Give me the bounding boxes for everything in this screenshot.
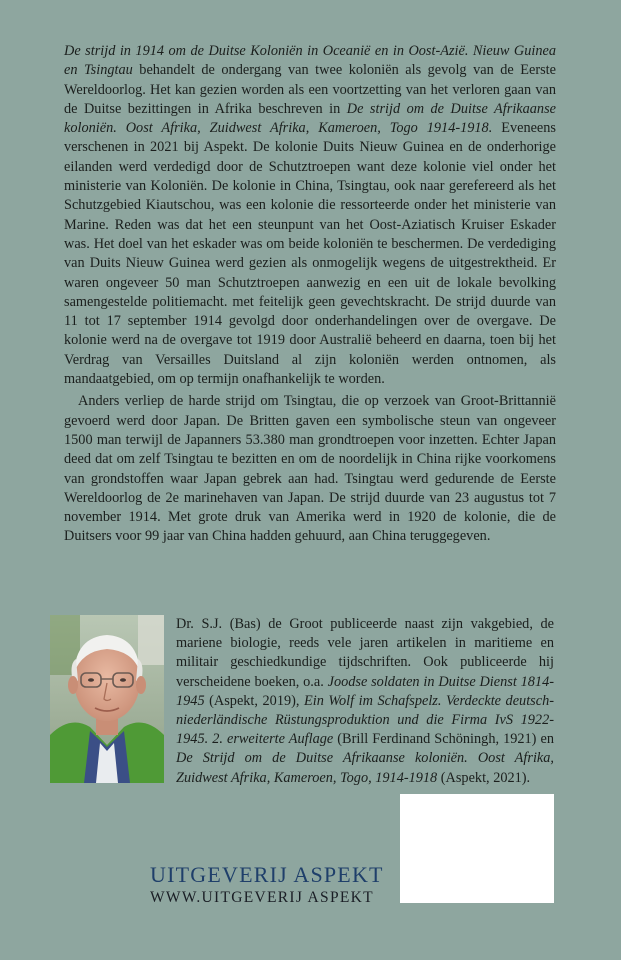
author-bio <box>176 615 554 788</box>
related-book-title: De strijd om de Duitse Afrikaanse koloniën. Oost Afrika, Zuidwest Afrika, Kameroen, Togo 1914-1918. <box>64 100 556 137</box>
blurb-text-segment: Eveneens verschenen in 2021 bij Aspekt. De kolonie Duits Nieuw Guinea en de onderhorige eilanden werd verdedigd door de Schutztroepen want deze kolonie viel onder het ministerie van Koloniën. De kolonie in China, Tsingtau, ook naar gerefereerd als het Schutzgebied Kiautschou, was een kolonie die ressorteerde onder het ministerie van Marine. Reden was dat het een steunpunt van het Oost-Aziatisch Kruiser Eskader was. Het doel van het eskader was om beide koloniën te beschermen. De verdediging van Duits Nieuw Guinea werd gezien als onmogelijk wegens de uitgestrektheid. Er waren ongeveer 50 man Schutztroepen aanwezig en een uit de lokale bevolking samengestelde politiemacht. met feitelijk geen gevechtskracht. De strijd duurde van 11 tot 17 september 1914 gevolgd door onderhandelingen over de overgave. De kolonie werd na de overgave tot 1919 door Australië beheerd en daarna, toen bij het Verdrag van Versailles Duitsland al zijn koloniën werden ontnomen, als mandaatgebied, om op termijn onafhankelijk te worden. <box>64 120 556 388</box>
publisher-block <box>150 862 390 908</box>
blurb-text-segment: behandelt de ondergang van twee koloniën als gevolg van de Eerste Wereldoorlog. Het kan gezien worden als een voortzetting van het verloren gaan van de Duitse bezittingen in Afrika beschreven in <box>64 62 556 117</box>
bio-book-title-1: Joodse soldaten in Duitse Dienst 1814-1945 <box>176 673 554 709</box>
bio-text-segment: (Aspekt, 2021). <box>437 769 531 786</box>
bio-book-title-3: De Strijd om de Duitse Afrikaanse koloniën. Oost Afrika, Zuidwest Afrika, Kameroen, Togo, 1914-1918 <box>176 750 554 786</box>
bio-text-segment: (Aspekt, 2019), <box>204 692 305 709</box>
author-portrait-image <box>50 615 164 783</box>
bio-book-title-2: Ein Wolf im Schafspelz. Verdeckte deutsch-niederländische Rüstungsproduktion und die Firma IvS 1922-1945. 2. erweiterte Auflage <box>176 692 554 748</box>
book-title: De strijd in 1914 om de Duitse Koloniën in Oceanië en in Oost-Azië. Nieuw Guinea en Tsingtau <box>64 43 556 79</box>
barcode-placeholder <box>400 794 554 903</box>
blurb-paragraph-2: Anders verliep de harde strijd om Tsingtau, die op verzoek van Groot-Brittannië gevoerd werd door Japan. De Britten gaven een symbolische steun van ongeveer 1500 man terwijl de Japanners 53.380 man grondtroepen voor inzetten. Echter Japan deed dat om zelf Tsingtau te bezitten en om de noordelijk in China rijke voorkomens van grondstoffen waar Japan gebrek aan had. Tsingtau werd gedurende de Eerste Wereldoorlog de 2e marinehaven van Japan. De strijd duurde van 23 augustus tot 7 november 1914. Met grote druk van Amerika werd in 1920 de kolonie, die de Duitsers voor 99 jaar van China hadden gehuurd, aan China teruggegeven. <box>64 393 556 545</box>
bio-text-segment: Dr. S.J. (Bas) de Groot publiceerde naast zijn vakgebied, de mariene biologie, reeds vele jaren artikelen in maritieme en militair geschiedkundige tijdschriften. Ook publiceerde hij verscheidene boeken, o.a. <box>176 616 554 690</box>
author-photo <box>50 615 164 783</box>
blurb-paragraph-1 <box>64 42 556 389</box>
bio-text-segment: (Brill Ferdinand Schöningh, 1921) en <box>333 731 554 748</box>
publisher-url: WWW.UITGEVERIJ ASPEKT <box>150 889 374 906</box>
blurb-text <box>64 42 556 547</box>
publisher-name: UITGEVERIJ ASPEKT <box>150 862 384 887</box>
